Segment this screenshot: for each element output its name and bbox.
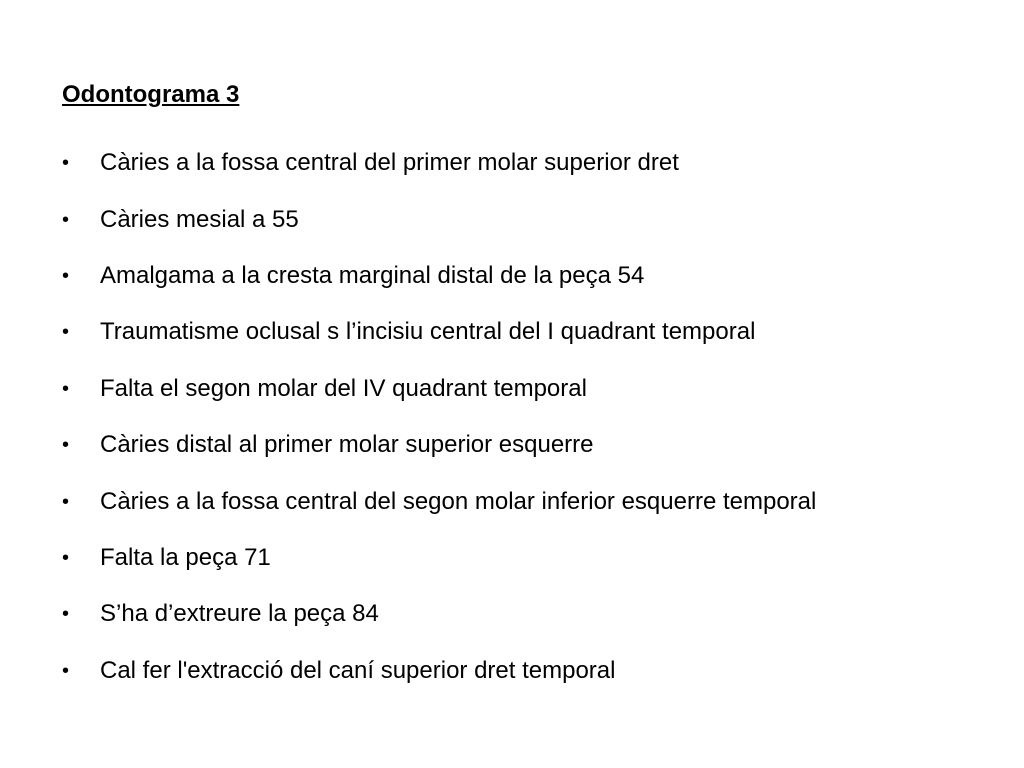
list-item bbox=[62, 530, 816, 586]
list-item bbox=[62, 248, 816, 304]
bullet-icon: • bbox=[62, 152, 70, 175]
bullet-icon: • bbox=[62, 490, 70, 513]
slide-title: Odontograma 3 bbox=[62, 81, 240, 108]
bullet-icon: • bbox=[62, 659, 70, 682]
bullet-icon: • bbox=[62, 321, 70, 344]
list-item-text: Càries a la fossa central del primer molar superior dret bbox=[100, 149, 679, 177]
list-item-text: Càries a la fossa central del segon molar inferior esquerre temporal bbox=[100, 487, 817, 515]
bullet-icon: • bbox=[62, 377, 70, 400]
list-item-text: Cal fer l'extracció del caní superior dret temporal bbox=[100, 656, 616, 684]
list-item bbox=[62, 473, 816, 529]
list-item bbox=[62, 586, 816, 642]
list-item-text: Càries distal al primer molar superior esquerre bbox=[100, 431, 594, 459]
bullet-icon: • bbox=[62, 546, 70, 569]
list-item bbox=[62, 417, 816, 473]
bullet-icon: • bbox=[62, 208, 70, 231]
list-item-text: S’ha d’extreure la peça 84 bbox=[100, 600, 379, 628]
bullet-icon: • bbox=[62, 434, 70, 457]
bullet-icon: • bbox=[62, 264, 70, 287]
list-item bbox=[62, 361, 816, 417]
list-item-text: Càries mesial a 55 bbox=[100, 205, 299, 233]
list-item-text: Amalgama a la cresta marginal distal de la peça 54 bbox=[100, 261, 645, 289]
list-item-text: Falta la peça 71 bbox=[100, 543, 271, 571]
list-item-text: Traumatisme oclusal s l’incisiu central del I quadrant temporal bbox=[100, 318, 756, 346]
list-item bbox=[62, 191, 816, 247]
bullet-icon: • bbox=[62, 603, 70, 626]
list-item bbox=[62, 135, 816, 191]
bullet-list bbox=[62, 135, 816, 699]
list-item bbox=[62, 643, 816, 699]
list-item-text: Falta el segon molar del IV quadrant temporal bbox=[100, 374, 587, 402]
list-item bbox=[62, 304, 816, 360]
